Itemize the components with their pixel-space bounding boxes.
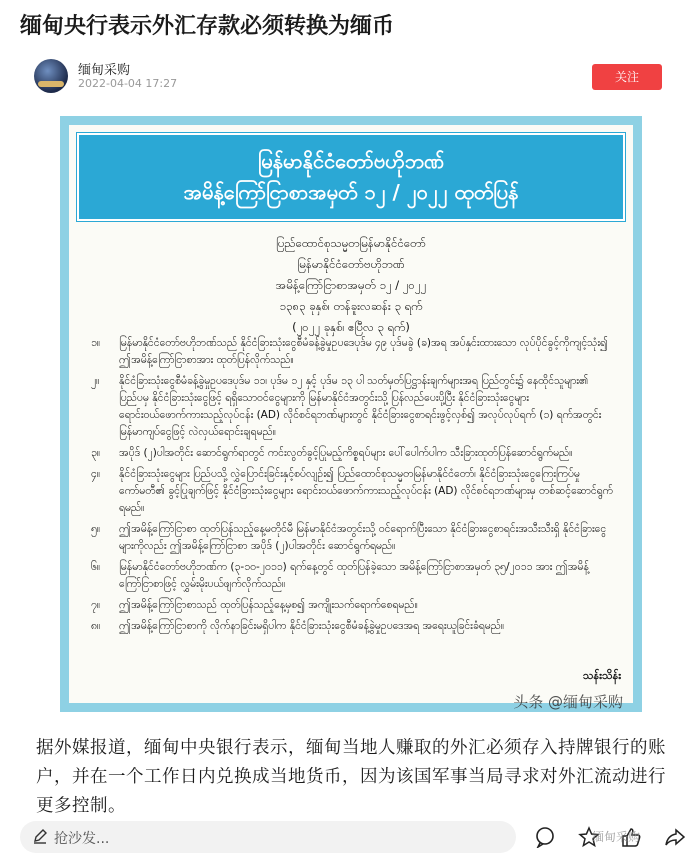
author-name[interactable]: 缅甸采购 <box>78 63 131 78</box>
paragraph <box>91 373 615 441</box>
article-body: 据外媒报道，缅甸中央银行表示，缅甸当地人赚取的外汇必须存入持牌银行的账户，并在一个工作日内兑换成当地货币，因为该国军事当局寻求对外汇流动进行更多控制。 <box>36 738 666 816</box>
paragraph-text: နိုင်ငံခြားသုံးငွေများ ပြည်ပသို့ လွှဲပြောင်းခြင်းနှင့်စပ်လျဉ်း၍ ပြည်ထောင်စုသမ္မတမြန်မာနိုင်ငံတော်၊ နိုင်ငံခြားသုံးငွေကြေးကြပ်မှုကော်မတီ၏ ခွင့်ပြုချက်ဖြင့် နိုင်ငံခြားသုံးငွေများ ရောင်းဝယ်ဖောက်ကားသည့်လုပ်ငန်း (AD) လိုင်စင်ရဘဏ်များမှ တစ်ဆင့်ဆောင်ရွက်ရမည်။ <box>119 468 613 514</box>
paragraph-number: ၃။ <box>91 447 101 459</box>
header-line: မြန်မာနိုင်ငံတော်ဗဟိုဘဏ် <box>297 257 405 271</box>
header-line: (၂၀၂၂ ခုနှစ်၊ ဧပြီလ ၃ ရက်) <box>292 320 410 334</box>
announcement-frame <box>60 116 642 712</box>
banner-subtitle: အမိန့်ကြော်ငြာစာအမှတ် ၁၂ / ၂၀၂၂ ထုတ်ပြန် <box>183 180 519 204</box>
comment-placeholder: 抢沙发... <box>54 831 110 847</box>
paragraph <box>91 521 615 555</box>
announcement-banner <box>77 133 625 221</box>
paragraph-text: ဤအမိန့်ကြော်ငြာစာသည် ထုတ်ပြန်သည့်နေ့မှစ၍ အကျိုးသက်ရောက်စေရမည်။ <box>119 599 418 611</box>
paragraph-number: ၇။ <box>91 599 101 611</box>
paragraph-number: ၈။ <box>91 620 101 632</box>
announcement-image <box>34 100 665 720</box>
paragraph-number: ၁။ <box>91 337 101 349</box>
announcement-header <box>69 233 633 338</box>
follow-button[interactable]: 关注 <box>592 64 662 90</box>
comment-input[interactable] <box>20 821 516 853</box>
paragraph <box>91 618 615 635</box>
paragraph <box>91 445 615 462</box>
paragraph <box>91 559 615 593</box>
paragraph-number: ၄။ <box>91 468 101 480</box>
banner-title: မြန်မာနိုင်ငံတော်ဗဟိုဘဏ် <box>257 149 445 173</box>
bottom-action-bar <box>0 816 700 861</box>
share-watermark: 缅甸采购 <box>592 830 641 844</box>
paragraph-text: ဤအမိန့်ကြော်ငြာစာကို လိုက်နာခြင်းမရှိပါက နိုင်ငံခြားသုံးငွေစီမံခန့်ခွဲမှုဥပဒေအရ အရေးယူခြင်းခံရမည်။ <box>119 620 505 632</box>
paragraph <box>91 335 615 369</box>
article-title: 缅甸央行表示外汇存款必须转换为缅币 <box>20 14 395 39</box>
paragraph-text: နိုင်ငံခြားသုံးငွေစီမံခန့်ခွဲမှုဥပဒေပုဒ်မ ၁၁၊ ပုဒ်မ ၁၂ နှင့် ပုဒ်မ ၁၃ ပါ သတ်မှတ်ပြဋ္ဌာန်းချက်များအရ ပြည်တွင်း၌ နေထိုင်သူများ၏ ပြည်ပမှ နိုင်ငံခြားသုံးငွေဖြင့် ရရှိသောဝင်ငွေများကို မြန်မာနိုင်ငံအတွင်းသို့ ပြန်လည်ပေးပို့ပြီး နိုင်ငံခြားသုံးငွေများ ရောင်းဝယ်ဖောက်ကားသည့်လုပ်ငန်း (AD) လိုင်စင်ရဘဏ်များတွင် နိုင်ငံခြားငွေစာရင်းဖွင့်လှစ်၍ အလုပ်လုပ်ရက် (၁) ရက်အတွင်း မြန်မာကျပ်ငွေဖြင့် လဲလှယ်ရောင်းချရမည်။ <box>119 375 602 438</box>
paragraph <box>91 597 615 614</box>
paragraph-text: အပိုဒ် (၂)ပါအတိုင်း ဆောင်ရွက်ရာတွင် ကင်းလွတ်ခွင့်ပြုမည့်ကိစ္စရပ်များ ပေါ်ပေါက်ပါက သီးခြားထုတ်ပြန်ဆောင်ရွက်မည်။ <box>119 447 573 459</box>
announcement-body <box>91 335 615 639</box>
paragraph-text: မြန်မာနိုင်ငံတော်ဗဟိုဘဏ်သည် နိုင်ငံခြားသုံးငွေစီမံခန့်ခွဲမှုဥပဒေပုဒ်မ ၄၉ ပုဒ်မခွဲ (ခ)အရ အပ်နှင်းထားသော လုပ်ပိုင်ခွင့်ကိုကျင့်သုံး၍ ဤအမိန့်ကြော်ငြာစာအား ထုတ်ပြန်လိုက်သည်။ <box>119 337 608 366</box>
paragraph-number: ၆။ <box>91 561 101 573</box>
author-avatar[interactable] <box>34 59 68 93</box>
pen-icon <box>32 828 48 844</box>
paragraph <box>91 466 615 517</box>
paragraph-number: ၅။ <box>91 523 101 535</box>
signature: သန်းသိန်း <box>582 669 621 682</box>
author-row <box>20 58 680 94</box>
comment-icon[interactable] <box>534 826 556 848</box>
publish-date: 2022-04-04 17:27 <box>78 77 178 90</box>
watermark: 头条 @缅甸采购 <box>513 693 623 711</box>
header-line: ၁၃၈၃ ခုနှစ်၊ တန်ခူးလဆန်း ၃ ရက် <box>279 299 423 313</box>
paragraph-number: ၂။ <box>91 375 100 387</box>
header-line: အမိန့်ကြော်ငြာစာအမှတ် ၁၂ / ၂၀၂၂ <box>275 278 427 292</box>
header-line: ပြည်ထောင်စုသမ္မတမြန်မာနိုင်ငံတော် <box>275 236 427 250</box>
paragraph-text: မြန်မာနိုင်ငံတော်ဗဟိုဘဏ်က (၃-၁၀-၂၀၁၁) ရက်နေ့တွင် ထုတ်ပြန်ခဲ့သော အမိန့်ကြော်ငြာစာအမှတ် ၃၅/၂၀၁၁ အား ဤအမိန့်ကြော်ငြာစာဖြင့် လွှမ်းမိုးပယ်ဖျက်လိုက်သည်။ <box>119 561 589 590</box>
paragraph-text: ဤအမိန့်ကြော်ငြာစာ ထုတ်ပြန်သည့်နေ့မတိုင်မီ မြန်မာနိုင်ငံအတွင်းသို့ ဝင်ရောက်ပြီးသော နိုင်ငံခြားငွေစာရင်းအသီးသီးရှိ နိုင်ငံခြားငွေများကိုလည်း ဤအမိန့်ကြော်ငြာစာ အပိုဒ် (၂)ပါအတိုင်း ဆောင်ရွက်ရမည်။ <box>119 523 607 552</box>
share-icon[interactable] <box>664 826 686 848</box>
